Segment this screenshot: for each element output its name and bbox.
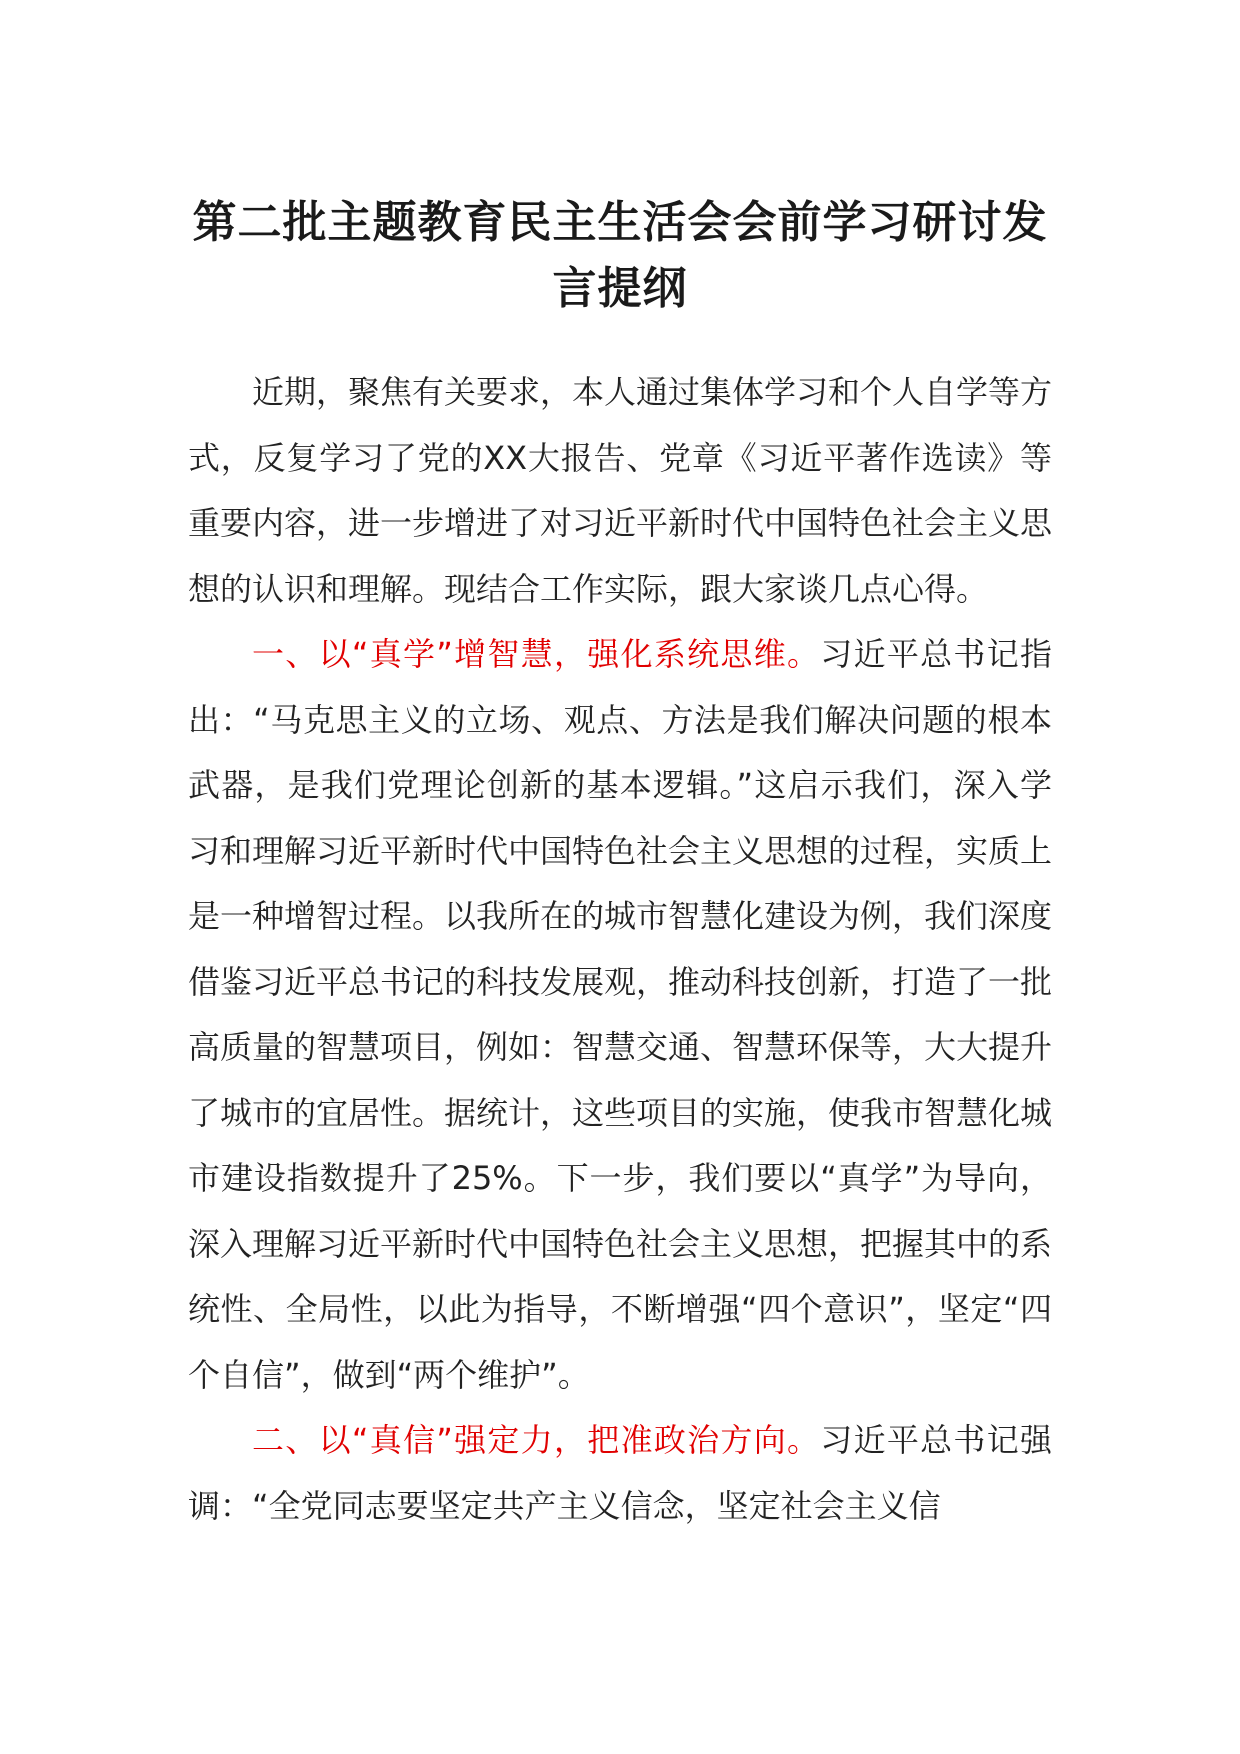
section-2-paragraph [188, 1408, 1052, 1539]
section-1-paragraph [188, 622, 1052, 1408]
section-1-heading: 一、以“真学”增智慧，强化系统思维。 [252, 635, 821, 673]
section-2-body: 习近平总书记强调：“全党同志要坚定共产主义信念，坚定社会主义信 [188, 1421, 1052, 1525]
section-2-heading: 二、以“真信”强定力，把准政治方向。 [252, 1421, 821, 1459]
document-title: 第二批主题教育民主生活会会前学习研讨发言提纲 [192, 197, 1048, 314]
section-1-body: 习近平总书记指出：“马克思主义的立场、观点、方法是我们解决问题的根本武器，是我们党理论创新的基本逻辑。”这启示我们，深入学习和理解习近平新时代中国特色社会主义思想的过程，实质上是一种增智过程。以我所在的城市智慧化建设为例，我们深度借鉴习近平总书记的科技发展观，推动科技创新，打造了一批高质量的智慧项目，例如：智慧交通、智慧环保等，大大提升了城市的宜居性。据统计，这些项目的实施，使我市智慧化城市建设指数提升了25%。下一步，我们要以“真学”为导向，深入理解习近平新时代中国特色社会主义思想，把握其中的系统性、全局性，以此为指导，不断增强“四个意识”，坚定“四个自信”，做到“两个维护”。 [188, 635, 1053, 1394]
intro-paragraph: 近期，聚焦有关要求，本人通过集体学习和个人自学等方式，反复学习了党的XX大报告、党章《习近平著作选读》等重要内容，进一步增进了对习近平新时代中国特色社会主义思想的认识和理解。现结合工作实际，跟大家谈几点心得。 [188, 373, 1053, 608]
document-body [188, 360, 1052, 1539]
